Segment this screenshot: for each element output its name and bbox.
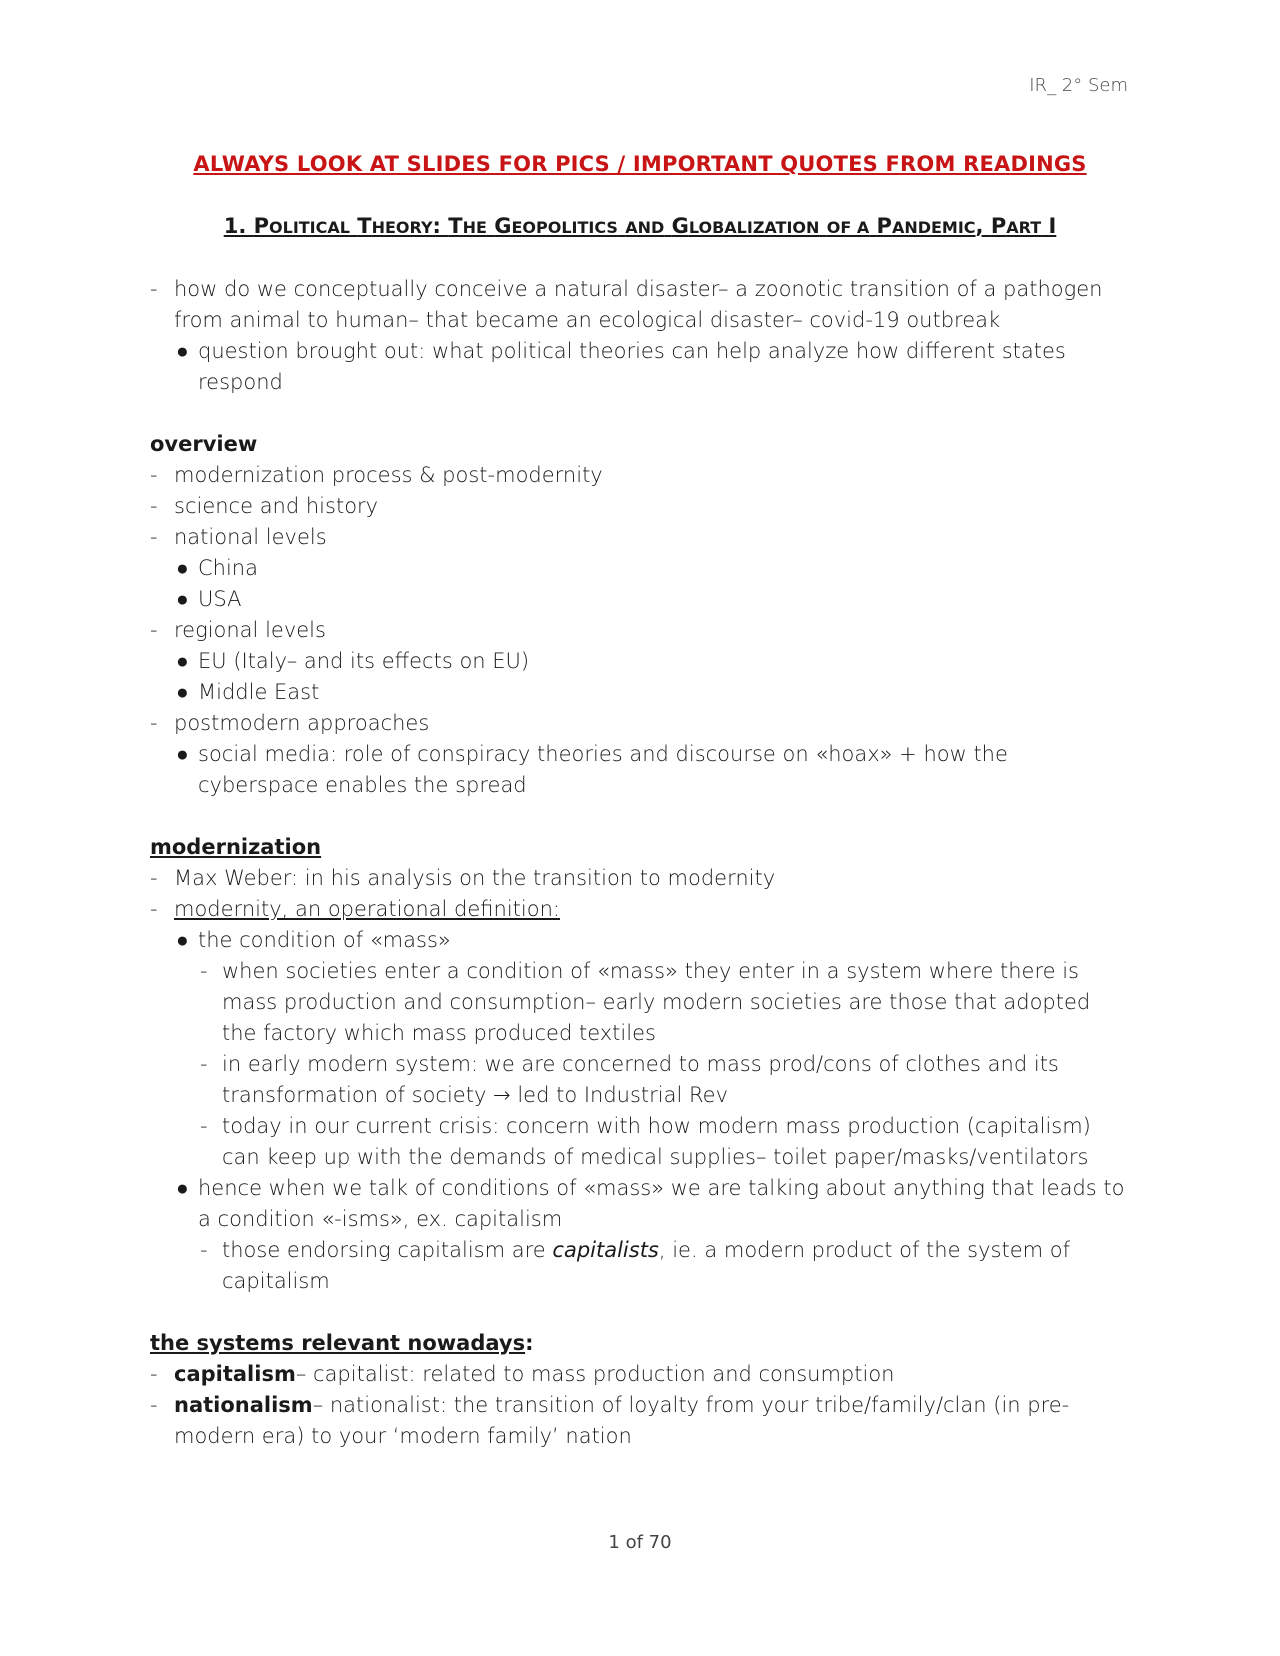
list-item-text: how do we conceptually conceive a natural disaster– a zoonotic transition of a pathogen from animal to human– that became an ecological disaster– covid-19 outbreak — [174, 277, 1103, 332]
term-text: nationalism — [174, 1393, 313, 1417]
title-part: , — [975, 214, 984, 238]
list-item-text: social media: role of conspiracy theories and discourse on «hoax» + how the cyberspace enables the spread — [198, 742, 1008, 797]
spacer — [150, 398, 1130, 429]
list-item-text: hence when we talk of conditions of «mass» we are talking about anything that leads to a condition «-isms», ex. capitalism — [198, 1176, 1125, 1231]
title-part: G — [494, 214, 512, 238]
spacer — [150, 1297, 1130, 1328]
list-item — [150, 1359, 1130, 1390]
list-item-text: the condition of «mass» — [198, 928, 451, 952]
dash-marker: - — [150, 494, 158, 518]
list-item-text: today in our current crisis: concern with how modern mass production (capitalism) can keep up with the demands of medical supplies– toilet paper/masks/ventilators — [222, 1114, 1091, 1169]
bullet-marker: ● — [176, 587, 189, 611]
title-part: P — [876, 214, 892, 238]
list-item — [150, 708, 1130, 739]
list-item — [150, 1235, 1130, 1297]
running-header: IR_ 2° Sem — [1029, 75, 1128, 96]
emphasis-text: capitalists — [552, 1238, 659, 1262]
title-part: G — [671, 214, 689, 238]
notes-body — [150, 274, 1130, 1452]
title-part: P — [990, 214, 1007, 238]
title-number: 1. — [223, 214, 254, 238]
dash-marker: - — [150, 711, 158, 735]
title-part: LOBALIZATION — [688, 218, 820, 237]
title-part: I — [1048, 214, 1057, 238]
list-item-text: Middle East — [198, 680, 320, 704]
list-item — [150, 274, 1130, 336]
dash-marker: - — [150, 618, 158, 642]
bullet-marker: ● — [176, 680, 189, 704]
title-part: OF A — [826, 218, 870, 237]
heading-text: the systems relevant nowadays — [150, 1331, 526, 1355]
list-item-text: , ie. a modern product of the system of capitalism — [222, 1238, 1071, 1293]
bullet-marker: ● — [176, 928, 189, 952]
list-item-text: modernization process & post-modernity — [174, 463, 603, 487]
list-item — [150, 491, 1130, 522]
list-item — [150, 522, 1130, 553]
list-item — [150, 460, 1130, 491]
list-item-text: when societies enter a condition of «mass» they enter in a system where there is mass production and consumption– early modern societies are those that adopted the factory which mass produced textiles — [222, 959, 1091, 1045]
list-item — [150, 336, 1130, 398]
heading-systems — [150, 1328, 1130, 1359]
list-item — [150, 894, 1130, 925]
reminder-banner: ALWAYS LOOK AT SLIDES FOR PICS / IMPORTANT QUOTES FROM READINGS — [193, 152, 1087, 176]
list-item-text: postmodern approaches — [174, 711, 430, 735]
list-item-text: Max Weber: in his analysis on the transition to modernity — [174, 866, 776, 890]
bullet-marker: ● — [176, 649, 189, 673]
list-item-text: regional levels — [174, 618, 326, 642]
list-item — [150, 1049, 1130, 1111]
list-item-text: question brought out: what political theories can help analyze how different states respond — [198, 339, 1066, 394]
list-item — [150, 1111, 1130, 1173]
list-item-text: modernity, an operational definition: — [174, 897, 560, 921]
title-part: OLITICAL — [269, 218, 350, 237]
heading-colon: : — [525, 1331, 534, 1355]
title-part: P — [253, 214, 270, 238]
title-part: AND — [625, 218, 665, 237]
section-title — [0, 214, 1280, 238]
dash-marker: - — [150, 1362, 158, 1386]
dash-marker: - — [150, 866, 158, 890]
term-text: capitalism — [174, 1362, 296, 1386]
list-item-text: science and history — [174, 494, 379, 518]
dash-marker: - — [150, 463, 158, 487]
dash-marker: - — [150, 1393, 158, 1417]
page-number: 1 of 70 — [608, 1532, 672, 1553]
title-part: ANDEMIC — [891, 218, 976, 237]
list-item — [150, 863, 1130, 894]
title-part: ART — [1006, 218, 1042, 237]
title-part: : — [432, 214, 441, 238]
list-item — [150, 956, 1130, 1049]
bullet-marker: ● — [176, 556, 189, 580]
list-item — [150, 739, 1130, 801]
bullet-marker: ● — [176, 1176, 189, 1200]
title-part: EOPOLITICS — [511, 218, 618, 237]
subdash-marker: - — [200, 1238, 208, 1262]
list-item-text: – capitalist: related to mass production and consumption — [295, 1362, 895, 1386]
heading-modernization: modernization — [150, 835, 322, 859]
list-item-text: national levels — [174, 525, 327, 549]
title-part: HEORY — [371, 218, 433, 237]
subdash-marker: - — [200, 1052, 208, 1076]
list-item — [150, 925, 1130, 956]
list-item — [150, 1173, 1130, 1235]
subdash-marker: - — [200, 959, 208, 983]
list-item — [150, 615, 1130, 646]
bullet-marker: ● — [176, 742, 189, 766]
list-item — [150, 677, 1130, 708]
list-item — [150, 584, 1130, 615]
spacer — [150, 801, 1130, 832]
title-part: HE — [462, 218, 487, 237]
dash-marker: - — [150, 897, 158, 921]
list-item — [150, 553, 1130, 584]
list-item-text: China — [198, 556, 258, 580]
dash-marker: - — [150, 277, 158, 301]
list-item-text: – nationalist: the transition of loyalty from your tribe/family/clan (in pre-modern era) to your ‘modern family’ nation — [174, 1393, 1070, 1448]
dash-marker: - — [150, 525, 158, 549]
list-item-text: in early modern system: we are concerned to mass prod/cons of clothes and its transformation of society → led to Industrial Rev — [222, 1052, 1059, 1107]
list-item-text: those endorsing capitalism are — [222, 1238, 553, 1262]
bullet-marker: ● — [176, 339, 189, 363]
list-item-text: EU (Italy– and its effects on EU) — [198, 649, 530, 673]
title-part: T — [448, 214, 463, 238]
title-part: T — [357, 214, 372, 238]
list-item-text: USA — [198, 587, 242, 611]
heading-overview: overview — [150, 432, 258, 456]
list-item — [150, 646, 1130, 677]
list-item — [150, 1390, 1130, 1452]
subdash-marker: - — [200, 1114, 208, 1138]
